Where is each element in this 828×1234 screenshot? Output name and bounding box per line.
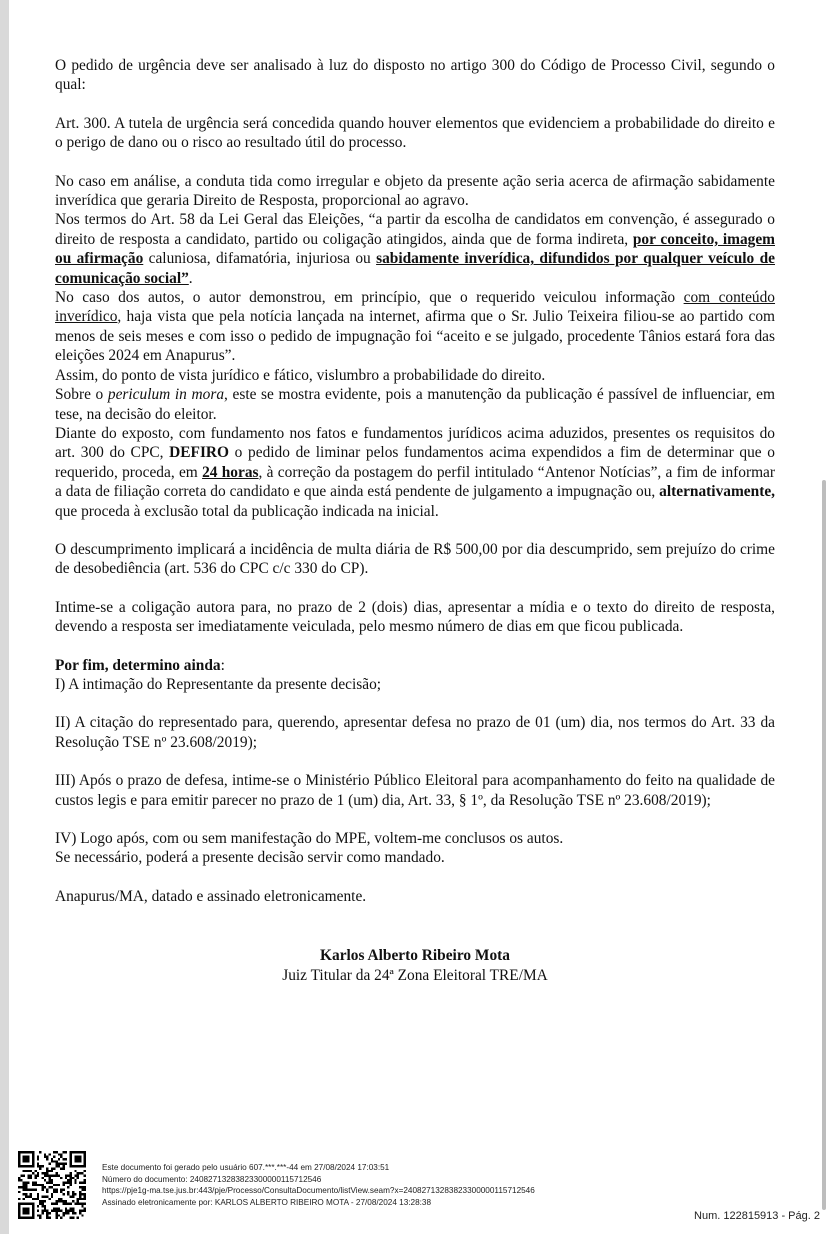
footer-document-number: Número do documento: 24082713283823300000115712546 [102, 1174, 322, 1184]
qr-code-icon [18, 1151, 86, 1219]
paragraph-art-300: Art. 300. A tutela de urgência será concedida quando houver elementos que evidenciem a probabilidade do direito e o perigo de dano ou o risco ao resultado útil do processo. [55, 114, 775, 152]
paragraph-determinations-heading: Por fim, determino ainda: [55, 656, 225, 674]
paragraph-art-58: Nos termos do Art. 58 da Lei Geral das Eleições, “a partir da escolha de candidatos em convenção, é assegurado o direito de resposta a candidato, partido ou coligação atingidos, ainda que de forma indireta, por conceito, imagem ou afirmação caluniosa, difamatória, injuriosa ou sabidamente inverídica, difundidos por qualquer veículo de comunicação social”. [55, 211, 775, 287]
signature-block [55, 946, 775, 985]
list-item-1: I) A intimação do Representante da presente decisão; [55, 675, 382, 693]
paragraph-periculum: Sobre o periculum in mora, este se mostra evidente, pois a manutenção da publicação é passível de influenciar, em tese, na decisão do eleitor. [55, 386, 775, 423]
page-number: Num. 122815913 - Pág. 2 [694, 1210, 820, 1222]
paragraph-urgency: O pedido de urgência deve ser analisado à luz do disposto no artigo 300 do Código de Processo Civil, segundo o qual: [55, 57, 775, 94]
list-item-2: II) A citação do representado para, querendo, apresentar defesa no prazo de 01 (um) dia, nos termos do Art. 33 da Resolução TSE nº 23.608/2019); [55, 714, 775, 751]
signer-title: Juiz Titular da 24ª Zona Eleitoral TRE/MA [282, 966, 548, 984]
paragraph-decision: Diante do exposto, com fundamento nos fatos e fundamentos jurídicos acima aduzidos, presentes os requisitos do art. 300 do CPC, DEFIRO o pedido de liminar pelos fundamentos acima expendidos a fim de determinar que o requerido, proceda, em 24 horas, à correção da postagem do perfil intitulado “Antenor Notícias”, a fim de informar a data de filiação correta do candidato e que ainda está pendente de julgamento a impugnação ou, alternativamente, que proceda à exclusão total da publicação indicada na inicial. [55, 424, 776, 520]
page-left-edge [0, 0, 9, 1234]
paragraph-probability: Assim, do ponto de vista jurídico e fático, vislumbro a probabilidade do direito. [55, 366, 546, 384]
footer-generated-by: Este documento foi gerado pelo usuário 607.***.***-44 em 27/08/2024 17:03:51 [102, 1163, 390, 1172]
list-item-3: III) Após o prazo de defesa, intime-se o Ministério Público Eleitoral para acompanhamento do feito na qualidade de custos legis e para emitir parecer no prazo de 1 (um) dia, Art. 33, § 1º, da Resolução TSE nº 23.608/2019); [55, 772, 775, 809]
paragraph-place-date: Anapurus/MA, datado e assinado eletronicamente. [55, 887, 367, 905]
paragraph-case-facts: No caso dos autos, o autor demonstrou, em princípio, que o requerido veiculou informação com conteúdo inverídico, haja vista que pela notícia lançada na internet, afirma que o Sr. Julio Teixeira filiou-se ao partido com menos de seis meses e com isso o pedido de impugnação foi “aceito e se julgado, procedente Tânios estará fora das eleições 2024 em Anapurus”. [55, 289, 776, 365]
list-item-4: IV) Logo após, com ou sem manifestação do MPE, voltem-me conclusos os autos. [55, 830, 564, 847]
paragraph-notice: Intime-se a coligação autora para, no prazo de 2 (dois) dias, apresentar a mídia e o texto do direito de resposta, devendo a resposta ser imediatamente veiculada, pelo mesmo número de dias em que ficou publicada. [55, 598, 775, 636]
footer-document-link[interactable]: https://pje1g-ma.tse.jus.br:443/pje/Processo/ConsultaDocumento/listView.seam?x=24082713283823300000115712546 [102, 1186, 535, 1196]
footer-signed-by: Assinado eletronicamente por: KARLOS ALBERTO RIBEIRO MOTA - 27/08/2024 13:28:38 [102, 1197, 432, 1207]
footer-metadata [102, 1162, 535, 1208]
signer-name: Karlos Alberto Ribeiro Mota [320, 947, 510, 965]
paragraph-mandate: Se necessário, poderá a presente decisão servir como mandado. [55, 849, 445, 867]
scrollbar[interactable] [822, 480, 826, 1210]
document-body [55, 56, 775, 985]
paragraph-case-analysis: No caso em análise, a conduta tida como irregular e objeto da presente ação seria acerca de afirmação sabidamente inverídica que geraria Direito de Resposta, proporcional ao agravo. [55, 172, 775, 210]
paragraph-fine: O descumprimento implicará a incidência de multa diária de R$ 500,00 por dia descumprido, sem prejuízo do crime de desobediência (art. 536 do CPC c/c 330 do CP). [55, 540, 775, 578]
